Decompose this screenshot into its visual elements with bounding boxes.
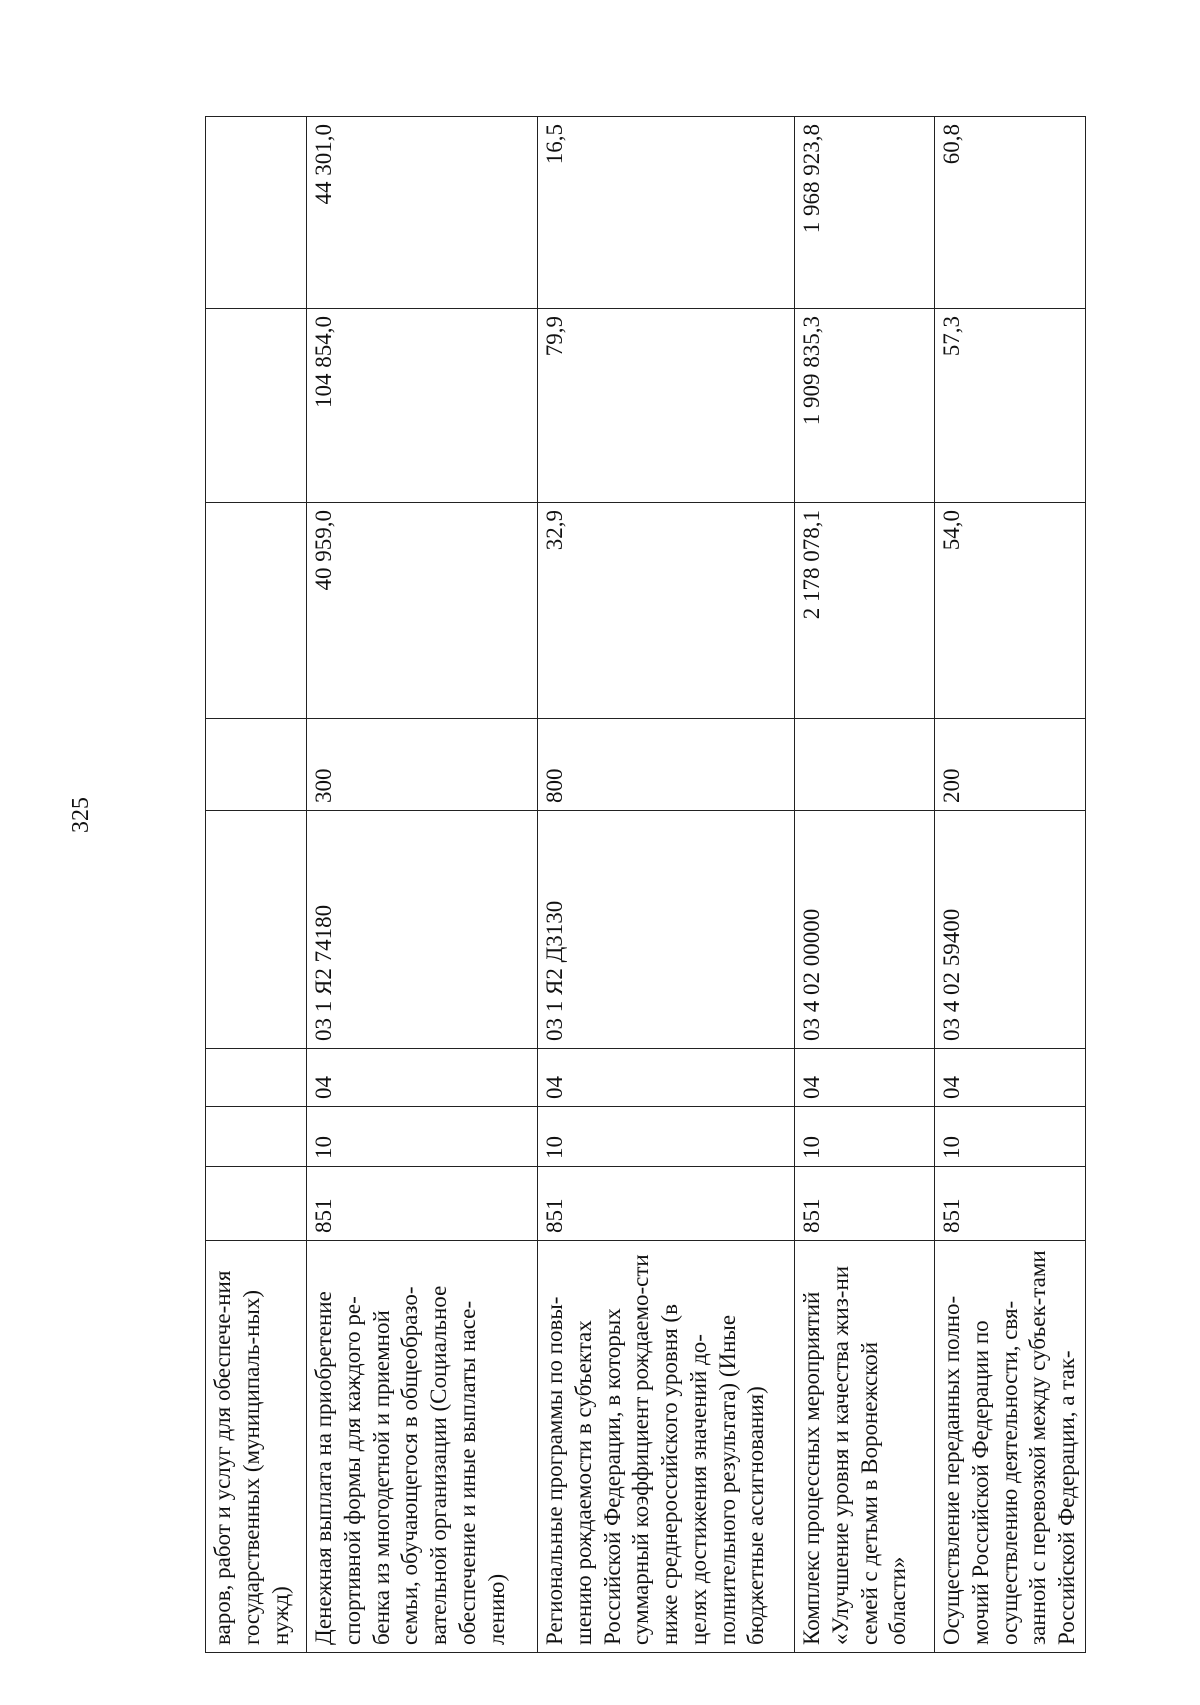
cell-pr: 04 xyxy=(935,1049,1086,1107)
cell-sum-3 xyxy=(206,117,307,309)
page-number: 325 xyxy=(68,797,94,833)
cell-sum-3: 1 968 923,8 xyxy=(795,117,935,309)
table-row xyxy=(795,117,935,1653)
cell-name: Осуществление переданных полно-мочий Российской Федерации по осуществлению деятельности, свя-занной с перевозкой между субъек-тами Российской Федерации, а так- xyxy=(935,1241,1086,1653)
cell-vr: 800 xyxy=(538,719,795,811)
cell-vr xyxy=(795,719,935,811)
cell-pr: 04 xyxy=(795,1049,935,1107)
budget-table xyxy=(205,116,1086,1653)
cell-csr: 03 1 Я2 74180 xyxy=(307,811,538,1049)
cell-grbs: 851 xyxy=(795,1167,935,1241)
cell-name: Денежная выплата на приобретение спортивной формы для каждого ре-бенка из многодетной и приемной семьи, обучающегося в общеобразо-вательной организации (Социальное обеспечение и иные выплаты насе-лению) xyxy=(307,1241,538,1653)
cell-pr xyxy=(206,1049,307,1107)
cell-rz: 10 xyxy=(795,1107,935,1167)
cell-sum-1: 2 178 078,1 xyxy=(795,503,935,719)
cell-name: варов, работ и услуг для обеспече-ния государственных (муниципаль-ных) нужд) xyxy=(206,1241,307,1653)
table-row xyxy=(935,117,1086,1653)
cell-sum-2: 1 909 835,3 xyxy=(795,309,935,503)
cell-vr: 200 xyxy=(935,719,1086,811)
cell-sum-2: 104 854,0 xyxy=(307,309,538,503)
cell-sum-2: 79,9 xyxy=(538,309,795,503)
cell-pr: 04 xyxy=(307,1049,538,1107)
cell-vr: 300 xyxy=(307,719,538,811)
cell-sum-3: 60,8 xyxy=(935,117,1086,309)
cell-name: Комплекс процессных мероприятий «Улучшение уровня и качества жиз-ни семей с детьми в Воронежской области» xyxy=(795,1241,935,1653)
cell-grbs: 851 xyxy=(935,1167,1086,1241)
cell-name: Региональные программы по повы-шению рождаемости в субъектах Российской Федерации, в которых суммарный коэффициент рождаемо-сти ниже среднероссийского уровня (в целях достижения значений до-полнительного результата) (Иные бюджетные ассигнования) xyxy=(538,1241,795,1653)
cell-rz: 10 xyxy=(307,1107,538,1167)
cell-grbs: 851 xyxy=(307,1167,538,1241)
table-row xyxy=(307,117,538,1653)
cell-pr: 04 xyxy=(538,1049,795,1107)
cell-sum-2 xyxy=(206,309,307,503)
cell-rz: 10 xyxy=(538,1107,795,1167)
cell-csr: 03 1 Я2 Д3130 xyxy=(538,811,795,1049)
cell-rz: 10 xyxy=(935,1107,1086,1167)
cell-grbs xyxy=(206,1167,307,1241)
cell-sum-3: 16,5 xyxy=(538,117,795,309)
table-row xyxy=(538,117,795,1653)
cell-vr xyxy=(206,719,307,811)
cell-csr xyxy=(206,811,307,1049)
table-row xyxy=(206,117,307,1653)
cell-sum-1: 40 959,0 xyxy=(307,503,538,719)
cell-sum-2: 57,3 xyxy=(935,309,1086,503)
cell-grbs: 851 xyxy=(538,1167,795,1241)
cell-sum-1: 54,0 xyxy=(935,503,1086,719)
cell-csr: 03 4 02 00000 xyxy=(795,811,935,1049)
cell-rz xyxy=(206,1107,307,1167)
cell-sum-1 xyxy=(206,503,307,719)
cell-sum-3: 44 301,0 xyxy=(307,117,538,309)
cell-sum-1: 32,9 xyxy=(538,503,795,719)
cell-csr: 03 4 02 59400 xyxy=(935,811,1086,1049)
